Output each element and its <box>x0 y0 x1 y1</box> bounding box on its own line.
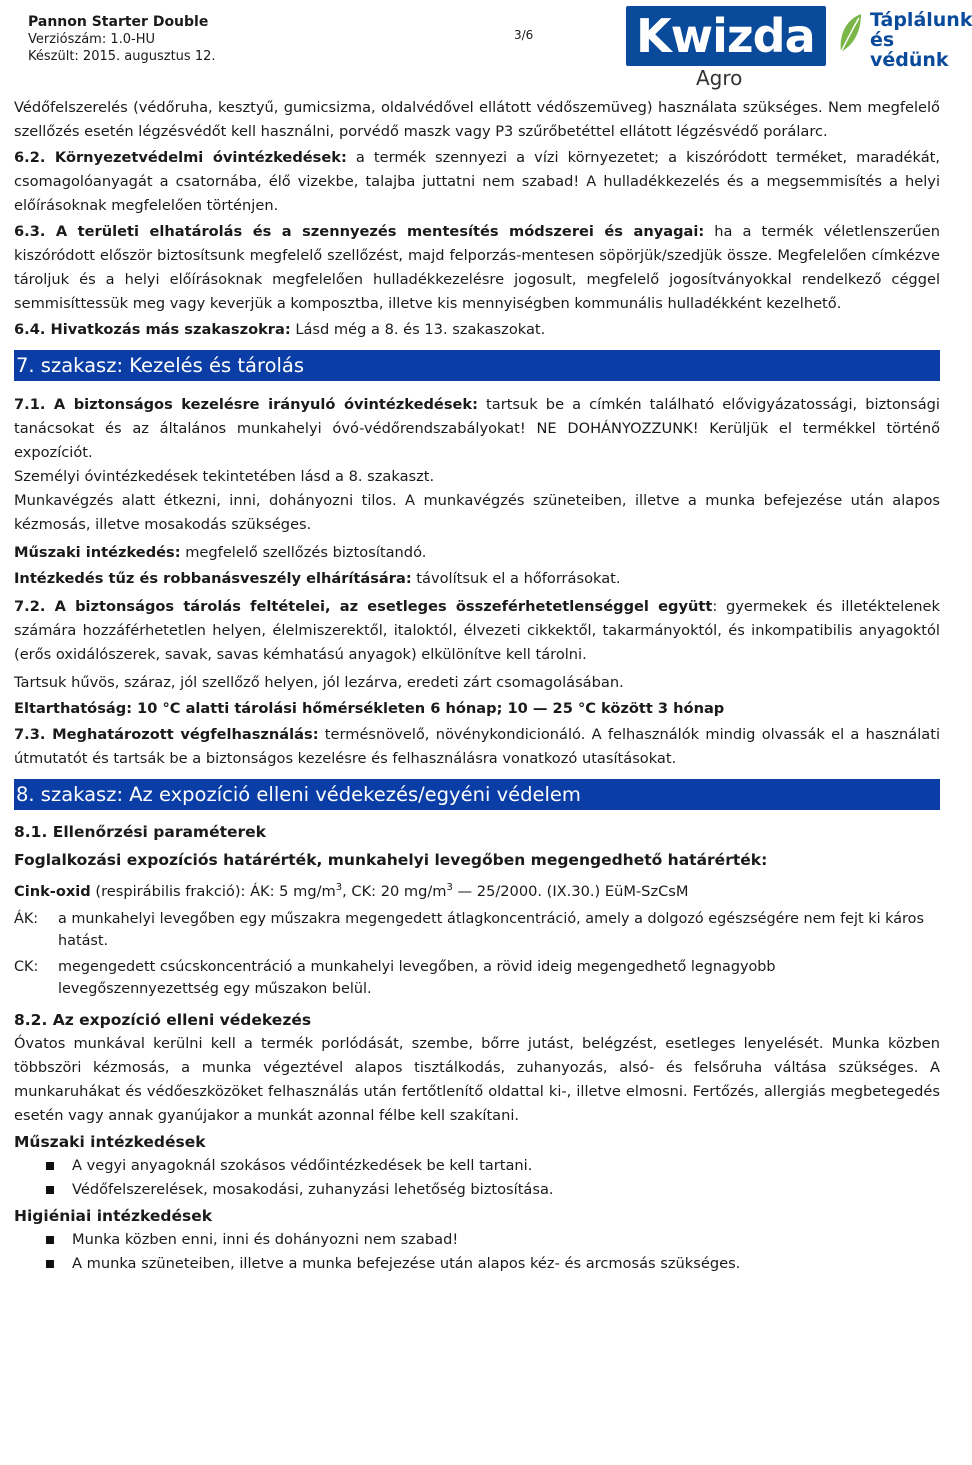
ck-key: CK: <box>14 958 39 975</box>
hygiene-measures-list <box>14 1228 940 1276</box>
list-item-text: A vegyi anyagoknál szokásos védőintézkedések be kell tartani. <box>72 1156 533 1174</box>
s62-heading: 6.2. Környezetvédelmi óvintézkedések: <box>14 149 347 166</box>
technical-measures-heading: Műszaki intézkedések <box>14 1132 206 1151</box>
s71-line-5 <box>14 567 940 591</box>
bullet-icon <box>46 1186 54 1194</box>
hygiene-measures-heading: Higiéniai intézkedések <box>14 1206 213 1225</box>
s73-body: termésnövelő, növénykondicionáló. A felhasználók mindig olvassák el a használati útmutatót és tartsák be a biztonságos kezelésre és felhasználásra vonatkozó utasításokat. <box>14 726 940 767</box>
zinc-oxide-limits <box>14 876 940 904</box>
section-8-content <box>14 820 940 1276</box>
s71-paragraph <box>14 393 940 465</box>
s71-l4-body: megfelelő szellőzés biztosítandó. <box>180 544 427 561</box>
s64-heading: 6.4. Hivatkozás más szakaszokra: <box>14 321 291 338</box>
s72-paragraph <box>14 595 940 667</box>
s72-shelf-life: Eltarthatóság: 10 °C alatti tárolási hőmérsékleten 6 hónap; 10 — 25 °C között 3 hónap <box>14 700 725 717</box>
created-date: Készült: 2015. augusztus 12. <box>28 49 216 64</box>
page-number: 3/6 <box>514 28 534 42</box>
s72-body: : gyermekek és illetéktelenek számára hozzáférhetetlen helyen, élelmiszerektől, italoktól, élvezeti cikkektől, takarmányoktól, és inkompatibilis anyagoktól (erős oxidálószerek, savak, savas kémhatású anyagok) elkülönítve kell tárolni. <box>14 598 940 663</box>
list-item <box>14 1178 940 1202</box>
s71-l5-body: távolítsuk el a hőforrásokat. <box>411 570 621 587</box>
s62-paragraph <box>14 146 940 218</box>
s73-paragraph <box>14 723 940 771</box>
product-name: Pannon Starter Double <box>28 14 209 30</box>
s64-body: Lásd még a 8. és 13. szakaszokat. <box>290 321 546 338</box>
bullet-icon <box>46 1162 54 1170</box>
s71-l4-heading: Műszaki intézkedés: <box>14 544 181 561</box>
s81-subheading: Foglalkozási expozíciós határérték, munkahelyi levegőben megengedhető határérték: <box>14 851 768 869</box>
section-7-title: 7. szakasz: Kezelés és tárolás <box>14 350 940 381</box>
kwizda-logo <box>626 4 971 90</box>
list-item-text: A munka szüneteiben, illetve a munka befejezése után alapos kéz- és arcmosás szükséges. <box>72 1254 741 1272</box>
leaf-icon <box>835 12 865 54</box>
intro-paragraph: Védőfelszerelés (védőruha, kesztyű, gumicsizma, oldalvédővel ellátott védőszemüveg) használata szükséges. Nem megfelelő szellőzés esetén légzésvédőt kell használni, porvédő maszk vagy P3 szűrőbetéttel ellátott légzésvédő porálarc. <box>14 99 940 140</box>
version-number: Verziószám: 1.0-HU <box>28 32 156 47</box>
slogan-line-1: Táplálunk <box>870 9 972 31</box>
logo-brand: Kwizda <box>636 9 815 63</box>
s64-paragraph <box>14 318 940 342</box>
zinc-oxide-ck: , CK: 20 mg/m <box>342 882 447 900</box>
list-item <box>14 1252 940 1276</box>
ck-definition <box>14 956 940 1000</box>
zinc-oxide-ak: (respirábilis frakció): ÁK: 5 mg/m <box>90 882 336 900</box>
list-item-text: Munka közben enni, inni és dohányozni nem szabad! <box>72 1230 459 1248</box>
logo-box <box>626 6 826 66</box>
page-header <box>14 0 972 92</box>
s71-line-2: Személyi óvintézkedések tekintetében lásd a 8. szakaszt. <box>14 468 435 485</box>
s71-line-3: Munkavégzés alatt étkezni, inni, dohányozni tilos. A munkavégzés szüneteiben, illetve a munka befejezése után alapos kézmosás, illetve mosakodás szükséges. <box>14 492 940 533</box>
s72-heading: 7.2. A biztonságos tárolás feltételei, az esetleges összeférhetetlenséggel együtt <box>14 598 713 615</box>
unit-exponent: 3 <box>335 882 343 893</box>
s62-body: a termék szennyezi a vízi környezetet; a kiszóródott terméket, maradékát, csomagolóanyagát a csatornába, élő vizekbe, talajba juttatni nem szabad! A hulladékkezelés és a megsemmisítés a helyi előírásoknak megfelelően történjen. <box>14 149 940 214</box>
logo-sub: Agro <box>696 66 743 90</box>
unit-exponent: 3 <box>446 882 453 893</box>
list-item <box>14 1228 940 1252</box>
document-meta <box>28 14 216 65</box>
section-6-content <box>14 92 940 342</box>
list-item <box>14 1154 940 1178</box>
s63-paragraph <box>14 220 940 316</box>
ak-key: ÁK: <box>14 910 39 927</box>
slogan-line-2: és védünk <box>870 29 949 71</box>
bullet-icon <box>46 1236 54 1244</box>
bullet-icon <box>46 1260 54 1268</box>
ck-value: megengedett csúcskoncentráció a munkahelyi levegőben, a rövid ideig megengedhető legnagyobb levegőszennyezettség egy műszakon belül. <box>58 958 776 997</box>
s81-heading: 8.1. Ellenőrzési paraméterek <box>14 823 266 841</box>
s71-body: tartsuk be a címkén található elővigyázatossági, biztonsági tanácsokat és az általános munkahelyi óvó-védőrendszabályokat! NE DOHÁNYOZZUNK! Kerüljük el termékkel történő expozíciót. <box>14 396 940 461</box>
s71-l5-heading: Intézkedés tűz és robbanásveszély elhárítására: <box>14 570 412 587</box>
list-item-text: Védőfelszerelések, mosakodási, zuhanyzási lehetőség biztosítása. <box>72 1180 554 1198</box>
s82-heading: 8.2. Az expozíció elleni védekezés <box>14 1010 312 1029</box>
zinc-oxide-regulation: — 25/2000. (IX.30.) EüM-SzCsM <box>452 882 689 900</box>
section-7-content <box>14 393 940 771</box>
s73-heading: 7.3. Meghatározott végfelhasználás: <box>14 726 319 743</box>
technical-measures-list <box>14 1154 940 1202</box>
s71-line-4 <box>14 541 940 565</box>
section-8-title: 8. szakasz: Az expozíció elleni védekezés/egyéni védelem <box>14 779 940 810</box>
s82-body: Óvatos munkával kerülni kell a termék porlódását, szembe, bőrre jutást, belégzést, esetleges lenyelését. Munka közben többszöri kézmosás, a munka végeztével alapos tisztálkodás, zuhanyozás, alsó- és felsőruha váltása szükséges. A munkaruhákat és védőeszközöket felhasználás után fertőtlenítő oldattal ki-, illetve elmosni. Fertőzés, allergiás megbetegedés esetén vagy annak gyanújakor a munkát azonnal félbe kell szakítani. <box>14 1034 940 1124</box>
s63-body: ha a termék véletlenszerűen kiszóródott először biztosítsunk megfelelő szellőzést, majd felporzás-mentesen söpörjük/szedjük össze. Megfelelően címkézve tároljuk és a helyi előírásoknak megfelelően hulladékkezelésre jogosult, megfelelő jogosítványokkal rendelkező céggel semmisíttessük meg vagy keverjük a komposztba, illetve kis mennyiségben kommunális hulladékként kezelhető. <box>14 223 941 312</box>
s72-line-2: Tartsuk hűvös, száraz, jól szellőző helyen, jól lezárva, eredeti zárt csomagolásában. <box>14 674 624 691</box>
ak-value: a munkahelyi levegőben egy műszakra megengedett átlagkoncentráció, amely a dolgozó egészségére nem fejt ki káros hatást. <box>58 910 924 949</box>
s71-heading: 7.1. A biztonságos kezelésre irányuló óvintézkedések: <box>14 396 478 413</box>
ak-definition <box>14 908 940 952</box>
zinc-oxide-name: Cink-oxid <box>14 882 91 900</box>
s63-heading: 6.3. A területi elhatárolás és a szennyezés mentesítés módszerei és anyagai: <box>14 223 705 240</box>
logo-slogan <box>870 10 972 70</box>
